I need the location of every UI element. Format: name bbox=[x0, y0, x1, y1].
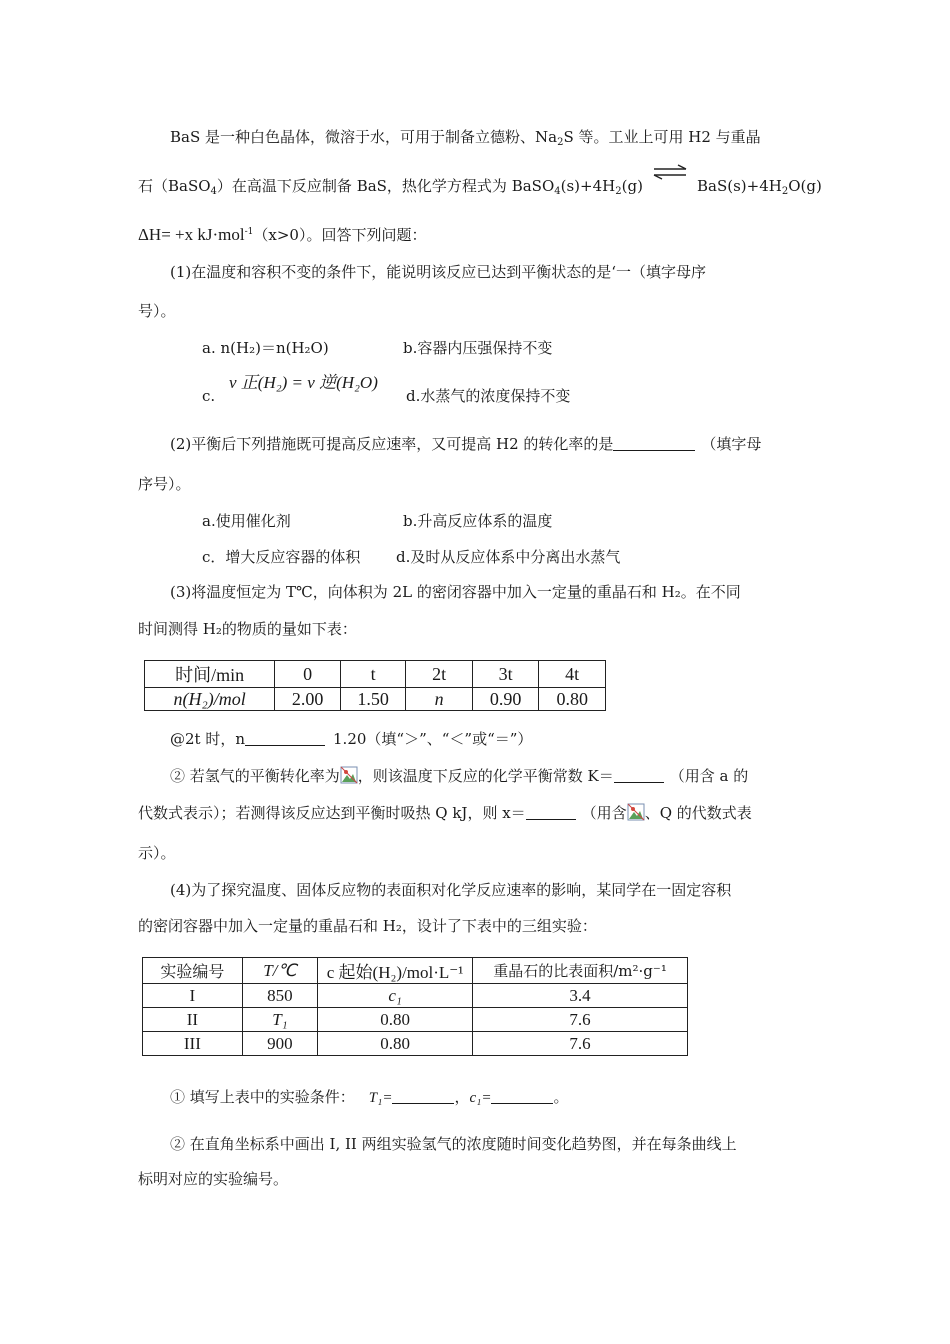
intro-line-1: BaS 是一种白色晶体，微溶于水，可用于制备立德粉、$Na_2S$ 等。工业上可用 H2 与重晶 bbox=[170, 128, 761, 148]
table-cell: t bbox=[340, 661, 406, 688]
q2-option-b: b.升高反应体系的温度 bbox=[403, 512, 553, 530]
table-cell: 1.50 bbox=[340, 688, 406, 711]
equilibrium-arrow-icon bbox=[650, 164, 690, 180]
q3-sub-1: @2t 时，n 1.20（填“＞”、“＜”或“＝”） bbox=[170, 730, 533, 748]
q1-option-d: d.水蒸气的浓度保持不变 bbox=[406, 387, 571, 405]
table-cell: c 起始(H₂)/mol·L⁻¹ bbox=[318, 958, 473, 984]
experiment-table bbox=[142, 957, 688, 1056]
c1-blank[interactable] bbox=[491, 1087, 553, 1104]
table-cell: 时间/min bbox=[145, 661, 275, 688]
table-cell: I bbox=[143, 984, 243, 1008]
t1-blank[interactable] bbox=[392, 1087, 454, 1104]
table-cell: 0.80 bbox=[318, 1032, 473, 1056]
table-cell: 2.00 bbox=[275, 688, 341, 711]
table-cell: 7.6 bbox=[473, 1008, 688, 1032]
table-row bbox=[143, 1032, 688, 1056]
q3-sub1-blank[interactable] bbox=[245, 729, 325, 746]
q2-option-a: a.使用催化剂 bbox=[202, 512, 291, 530]
table-cell: T/℃ bbox=[242, 958, 317, 984]
table-cell: 实验编号 bbox=[143, 958, 243, 984]
intro-line-3: ΔH= +x kJ·mol$^{-1}$（x>0）。回答下列问题： bbox=[138, 225, 427, 244]
table-cell: n bbox=[406, 688, 472, 711]
q3-stem-1: (3)将温度恒定为 T℃，向体积为 2L 的密闭容器中加入一定量的重晶石和 H₂。在不同 bbox=[170, 583, 741, 601]
q4-draw-line-1: ② 在直角坐标系中画出 I, II 两组实验氢气的浓度随时间变化趋势图，并在每条曲线上 bbox=[170, 1135, 737, 1153]
table-row bbox=[143, 958, 688, 984]
table-cell: 0 bbox=[275, 661, 341, 688]
intro-line-2-product: $BaS(s)+4H_2O(g)$ bbox=[697, 177, 822, 197]
q1-option-c-formula: v 正(H₂) = v 逆(H₂O) bbox=[229, 373, 378, 392]
table-cell: 3.4 bbox=[473, 984, 688, 1008]
q1-option-b: b.容器内压强保持不变 bbox=[403, 339, 553, 357]
table-row bbox=[145, 688, 606, 711]
q3-x-blank[interactable] bbox=[526, 803, 576, 820]
q2-stem-2: 序号）。 bbox=[138, 475, 191, 493]
table-cell: 850 bbox=[242, 984, 317, 1008]
table-row bbox=[143, 1008, 688, 1032]
q4-draw-line-2: 标明对应的实验编号。 bbox=[138, 1170, 289, 1188]
table-cell: 0.80 bbox=[318, 1008, 473, 1032]
table-cell: 2t bbox=[406, 661, 472, 688]
q4-stem-1: (4)为了探究温度、固体反应物的表面积对化学反应速率的影响，某同学在一固定容积 bbox=[170, 881, 732, 899]
q3-k-blank[interactable] bbox=[614, 766, 664, 783]
q1-stem-2: 号）。 bbox=[138, 302, 176, 320]
q2-stem-1: (2)平衡后下列措施既可提高反应速率，又可提高 H2 的转化率的是 （填字母 bbox=[170, 435, 762, 453]
table-cell: 4t bbox=[539, 661, 606, 688]
table-cell: 重晶石的比表面积/m²·g⁻¹ bbox=[473, 958, 688, 984]
q1-option-c-label: c. bbox=[202, 387, 216, 405]
q3-sub-2-line-2: 代数式表示）；若测得该反应达到平衡时吸热 Q kJ，则 x＝ （用含 、Q 的代数式表 bbox=[138, 804, 752, 822]
table-cell: III bbox=[143, 1032, 243, 1056]
q1-stem-1: (1)在温度和容积不变的条件下，能说明该反应已达到平衡状态的是‘一（填字母序 bbox=[170, 263, 707, 281]
table-cell: II bbox=[143, 1008, 243, 1032]
h2-amount-table bbox=[144, 660, 606, 711]
q3-sub-2-line-3: 示）。 bbox=[138, 844, 176, 862]
q2-answer-blank[interactable] bbox=[613, 434, 695, 451]
table-cell: 7.6 bbox=[473, 1032, 688, 1056]
table-cell: n(H₂)/mol bbox=[145, 688, 275, 711]
q1-option-a: a. n(H₂)＝n(H₂O) bbox=[202, 339, 329, 357]
broken-image-icon bbox=[627, 803, 645, 821]
delta-h-formula: ΔH= +x kJ·mol bbox=[138, 225, 245, 244]
q3-stem-2: 时间测得 H₂的物质的量如下表： bbox=[138, 620, 357, 638]
q4-stem-2: 的密闭容器中加入一定量的重晶石和 H₂，设计了下表中的三组实验： bbox=[138, 917, 597, 935]
q4-fill-line: ① 填写上表中的实验条件： T₁= ，c₁= 。 bbox=[170, 1088, 569, 1106]
q2-option-c: c．增大反应容器的体积 bbox=[202, 548, 361, 566]
table-row bbox=[143, 984, 688, 1008]
table-cell: 0.90 bbox=[472, 688, 539, 711]
broken-image-icon bbox=[340, 766, 358, 784]
table-cell: 3t bbox=[472, 661, 539, 688]
table-cell: 0.80 bbox=[539, 688, 606, 711]
intro-line-2: 石（BaSO$_4$）在高温下反应制备 BaS，热化学方程式为 $BaSO_4(s)+4H_2(g)$ bbox=[138, 177, 643, 197]
q3-sub-2-line-1: ② 若氢气的平衡转化率为 ，则该温度下反应的化学平衡常数 K＝ （用含 a 的 bbox=[170, 767, 749, 785]
table-row bbox=[145, 661, 606, 688]
q2-option-d: d.及时从反应体系中分离出水蒸气 bbox=[396, 548, 621, 566]
table-cell: 900 bbox=[242, 1032, 317, 1056]
table-cell: c₁ bbox=[318, 984, 473, 1008]
table-cell: T₁ bbox=[242, 1008, 317, 1032]
